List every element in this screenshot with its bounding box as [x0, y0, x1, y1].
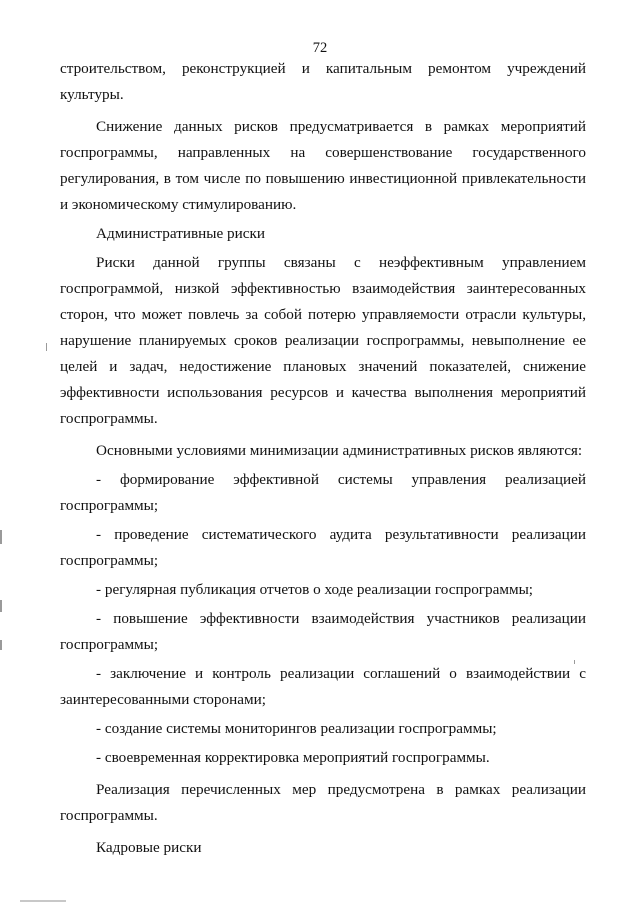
paragraph-administrative-risks: Риски данной группы связаны с неэффективным управлением госпрограммой, низкой эффективностью взаимодействия заинтересованных сторон, что может повлечь за собой потерю управляемости отрасли культуры, нарушение планируемых сроков реализации госпрограммы, невыполнение ее целей и задач, недостижение плановых значений показателей, снижение эффективности использования ресурсов и качества выполнения мероприятий госпрограммы. [60, 254, 586, 427]
scan-mark [0, 600, 2, 612]
section-heading-administrative-risks: Административные риски [96, 225, 265, 242]
list-item: - заключение и контроль реализации соглашений о взаимодействии с заинтересованными сторонами; [60, 665, 586, 708]
paragraph-continuation: строительством, реконструкцией и капитальным ремонтом учреждений культуры. [60, 60, 586, 103]
document-body [60, 56, 586, 861]
list-item: - создание системы мониторингов реализации госпрограммы; [96, 720, 497, 737]
list-item: - своевременная корректировка мероприятий госпрограммы. [96, 749, 490, 766]
scan-mark [0, 640, 2, 650]
section-heading-personnel-risks: Кадровые риски [96, 839, 202, 856]
paragraph-measures-implementation: Реализация перечисленных мер предусмотрена в рамках реализации госпрограммы. [60, 781, 586, 824]
scan-mark [0, 530, 2, 544]
scan-mark [46, 343, 47, 351]
page-number: 72 [312, 40, 328, 56]
scan-mark [20, 900, 66, 902]
paragraph-risk-mitigation: Снижение данных рисков предусматривается в рамках мероприятий госпрограммы, направленных на совершенствование государственного регулирования, в том числе по повышению инвестиционной привлекательности и экономическому стимулированию. [60, 118, 586, 213]
paragraph-minimization-conditions: Основными условиями минимизации административных рисков являются: [96, 442, 583, 459]
list-item: - формирование эффективной системы управления реализацией госпрограммы; [60, 471, 586, 514]
list-item: - регулярная публикация отчетов о ходе реализации госпрограммы; [96, 581, 534, 598]
scan-mark [574, 660, 575, 664]
list-item: - повышение эффективности взаимодействия участников реализации госпрограммы; [60, 610, 586, 653]
list-item: - проведение систематического аудита результативности реализации госпрограммы; [60, 526, 586, 569]
